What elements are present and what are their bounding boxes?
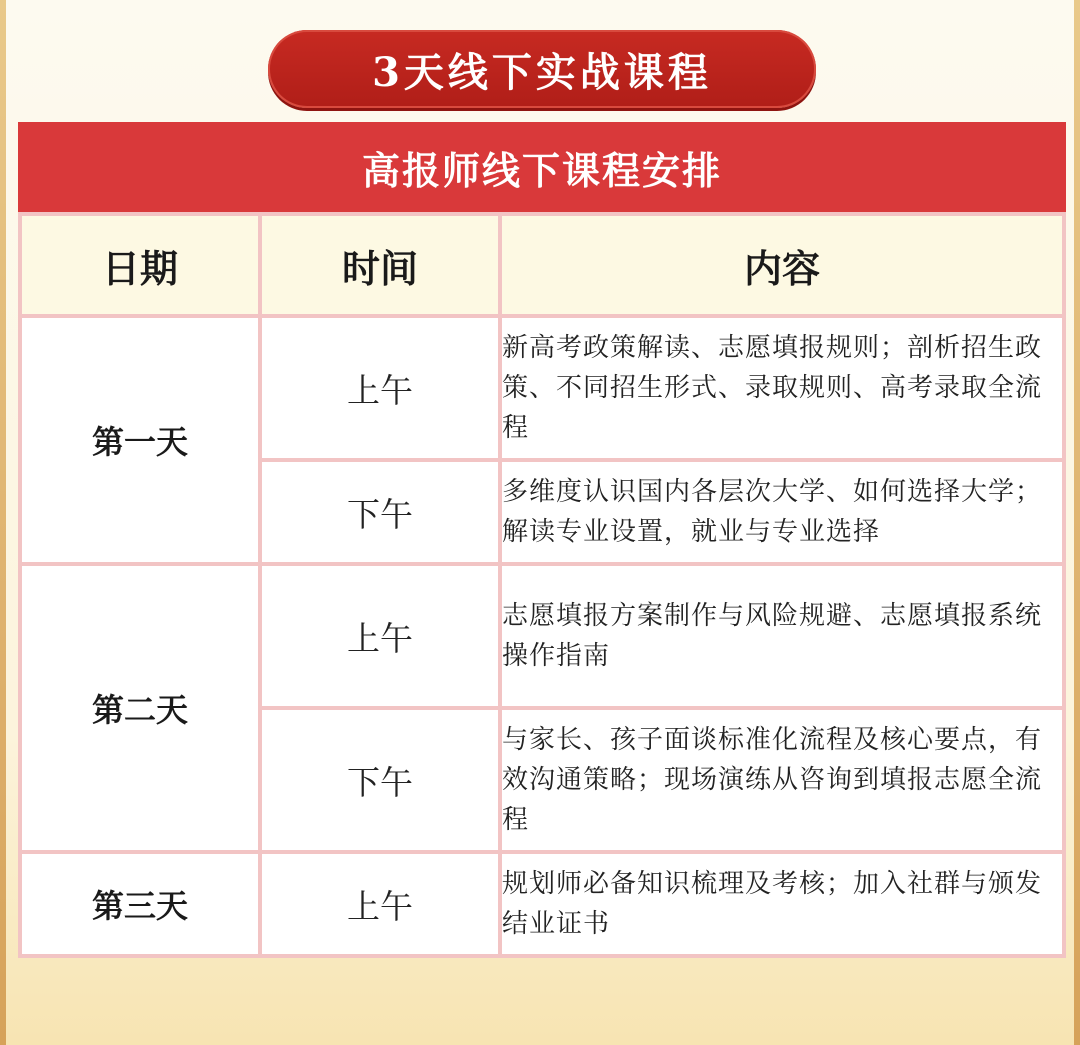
session-time: 下午	[262, 710, 498, 850]
table-row	[22, 566, 1062, 706]
session-content: 多维度认识国内各层次大学、如何选择大学；解读专业设置，就业与专业选择	[502, 462, 1062, 562]
session-time: 下午	[262, 462, 498, 562]
course-banner-title: 3天线下实战课程	[268, 30, 816, 108]
session-time: 上午	[262, 318, 498, 458]
column-header-time: 时间	[262, 216, 498, 314]
right-edge-border	[1074, 0, 1080, 1045]
table-row	[22, 854, 1062, 954]
day-label: 第一天	[22, 318, 258, 562]
schedule-table-title: 高报师线下课程安排	[18, 122, 1066, 212]
table-header-row	[22, 216, 1062, 314]
column-header-date: 日期	[22, 216, 258, 314]
session-content: 志愿填报方案制作与风险规避、志愿填报系统操作指南	[502, 566, 1062, 706]
session-content: 与家长、孩子面谈标准化流程及核心要点，有效沟通策略；现场演练从咨询到填报志愿全流程	[502, 710, 1062, 850]
left-edge-border	[0, 0, 6, 1045]
table-row	[22, 318, 1062, 458]
session-time: 上午	[262, 566, 498, 706]
day-label: 第三天	[22, 854, 258, 954]
session-content: 新高考政策解读、志愿填报规则；剖析招生政策、不同招生形式、录取规则、高考录取全流程	[502, 318, 1062, 458]
day-label: 第二天	[22, 566, 258, 850]
session-time: 上午	[262, 854, 498, 954]
session-content: 规划师必备知识梳理及考核；加入社群与颁发结业证书	[502, 854, 1062, 954]
column-header-content: 内容	[502, 216, 1062, 314]
schedule-table	[18, 212, 1066, 958]
schedule-table-container	[18, 122, 1066, 990]
